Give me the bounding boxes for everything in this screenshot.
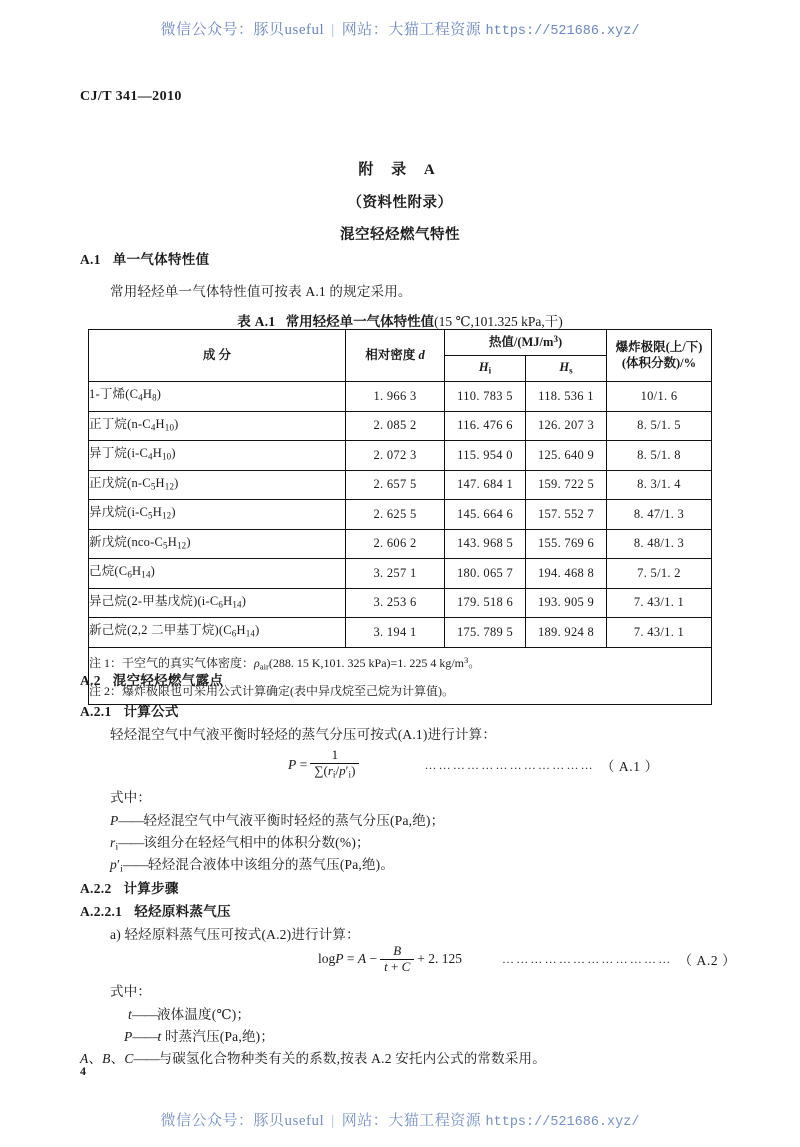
cell-hs: 194. 468 8 [526,559,607,589]
cell-component: 新戊烷$(nco-C_5H_{12})$ [89,529,346,559]
equation-a1-numerator: 1 [331,747,339,763]
watermark-site-label: 网站： [341,22,389,38]
cell-component: 异戊烷$(i-C_5H_{12})$ [89,500,346,530]
header-explosion-limit [607,330,712,382]
section-number-a22: A.2.2 [80,881,112,896]
definition-text: 该组分在轻烃气相中的体积分数(%)； [143,835,370,850]
cell-limit: 10/1. 6 [607,382,712,412]
watermark-bottom [0,1109,800,1130]
equation-a1-fraction [310,748,359,781]
table-note-2: 注 2：爆炸极限也可采用公式计算确定(表中异戊烷至己烷为计算值)。 [89,683,454,698]
definition-dash: —— [131,1007,157,1022]
cell-limit: 7. 43/1. 1 [607,588,712,618]
where-label-2: 式中： [110,984,152,999]
equation-a1-body [288,748,362,781]
annex-name: 混空轻烃燃气特性 [340,227,460,243]
equation-a2-denominator: t + C [380,959,414,975]
table-row [89,588,712,618]
section-title-a221: 轻烃原料蒸气压 [134,904,231,919]
equation-a2-numerator: B [393,942,402,958]
table-row [89,411,712,441]
watermark-url: https://521686.xyz/ [485,24,640,39]
watermark-wechat-value: 豚贝useful [253,1113,325,1129]
equation-a1-dots: ……………………………… [424,757,595,772]
watermark-wechat-value: 豚贝useful [253,22,325,38]
standard-number: CJ/T 341—2010 [80,89,182,104]
cell-hs: 118. 536 1 [526,382,607,412]
definition-text: 与碳氢化合物种类有关的系数,按表 A.2 安托内公式的常数采用。 [158,1051,546,1066]
table-row [89,618,712,648]
table-row [89,500,712,530]
cell-hi: 180. 065 7 [445,559,526,589]
cell-hs: 125. 640 9 [526,441,607,471]
definition-dash: —— [118,835,144,850]
cell-hi: 147. 684 1 [445,470,526,500]
cell-hs: 157. 552 7 [526,500,607,530]
annex-subtitle: （资料性附录） [347,195,453,211]
section-number-a221: A.2.2.1 [80,904,123,919]
table-row [89,529,712,559]
cell-density: 1. 966 3 [346,382,445,412]
cell-density: 2. 606 2 [346,529,445,559]
cell-hs: 155. 769 6 [526,529,607,559]
annex-title: 附 录 A [358,162,442,178]
cell-component: 异己烷(2-甲基戊烷)$(i-C_6H_{14})$ [89,588,346,618]
cell-component: 正戊烷$(n-C_5H_{12})$ [89,470,346,500]
table-header-row-1 [89,330,712,356]
cell-hi: 115. 954 0 [445,441,526,471]
definition-P-a2: P——t 时蒸汽压(Pa,绝)； [124,1029,275,1044]
definition-dash: —— [118,813,144,828]
cell-limit: 8. 3/1. 4 [607,470,712,500]
watermark-top [0,18,800,39]
definition-text: 轻烃混空气中气液平衡时轻烃的蒸气分压(Pa,绝)； [143,813,445,828]
table-a1-wrapper [88,329,712,705]
equation-a1-row [80,748,720,782]
where-label-1: 式中： [110,790,152,805]
cell-hs: 126. 207 3 [526,411,607,441]
cell-hs: 159. 722 5 [526,470,607,500]
section-title-a22: 计算步骤 [123,881,179,896]
cell-hs: 193. 905 9 [526,588,607,618]
table-head [89,330,712,382]
watermark-site-value: 大猫工程资源 [388,1113,482,1129]
equation-a1-denominator: $\sum(r_i/p'_i)$ [310,763,359,781]
table-row [89,559,712,589]
definition-ri-a1: $r_i——$该组分在轻烃气相中的体积分数(%)； [110,835,370,853]
watermark-site-label: 网站： [341,1113,389,1129]
cell-hi: 116. 476 6 [445,411,526,441]
section-heading-a21 [80,700,179,720]
header-explosion-limit-line2: (体积分数)/% [621,355,697,370]
watermark-wechat-label: 微信公众号： [160,1113,254,1129]
watermark-url: https://521686.xyz/ [485,1115,640,1130]
cell-limit: 7. 5/1. 2 [607,559,712,589]
equation-a1-label: （ A.1 ） [600,759,659,774]
definition-dash: —— [133,1051,159,1066]
annex-heading-block [0,158,800,244]
section-heading-a221 [80,900,231,920]
table-caption-label: 表 A.1 [237,314,276,329]
table-row [89,441,712,471]
table-caption-title: 常用轻烃单一气体特性值 [285,314,435,329]
header-component: 成 分 [89,330,346,382]
section-number-a1: A.1 [80,252,101,267]
cell-density: 2. 657 5 [346,470,445,500]
section-number-a21: A.2.1 [80,704,112,719]
equation-a1-lhs: P = [288,756,308,772]
equation-a2-lhs: logP = A − [318,951,378,966]
table-note-1: 注 1：干空气的真实气体密度：$\rho_{air}(288$. 15 K,101. 325 kPa)=1. 225 4 $kg/m^3$。 [89,654,481,671]
paragraph-a21: 轻烃混空气中气液平衡时轻烃的蒸气分压可按式(A.1)进行计算： [110,727,497,742]
definition-dash: —— [132,1029,158,1044]
section-number-a2: A.2 [80,673,101,688]
cell-hi: 175. 789 5 [445,618,526,648]
table-body [89,382,712,705]
cell-limit: 8. 48/1. 3 [607,529,712,559]
cell-hi: 143. 968 5 [445,529,526,559]
cell-density: 2. 085 2 [346,411,445,441]
watermark-separator: | [331,22,335,38]
cell-hi: 110. 783 5 [445,382,526,412]
cell-density: 3. 253 6 [346,588,445,618]
definition-text: 液体温度(℃)； [156,1007,251,1022]
equation-a2-tail: + 2. 125 [417,951,463,966]
cell-density: 3. 194 1 [346,618,445,648]
table-row [89,470,712,500]
equation-a2-fraction [380,944,414,975]
definition-text: t 时蒸汽压(Pa,绝)； [157,1029,275,1044]
equation-a2-dots: ……………………………… [502,951,673,966]
cell-limit: 8. 47/1. 3 [607,500,712,530]
watermark-wechat-label: 微信公众号： [160,22,254,38]
watermark-site-value: 大猫工程资源 [388,22,482,38]
list-item-a: a) 轻烃原料蒸气压可按式(A.2)进行计算： [110,927,360,942]
definition-dash: —— [123,857,149,872]
section-title-a21: 计算公式 [123,704,179,719]
header-heat-value: 热值$/(MJ/m^3)$ [445,330,607,356]
header-density: 相对密度 d [346,330,445,382]
table-caption [0,310,800,330]
cell-component: 1-丁烯$(C_4H_8)$ [89,382,346,412]
section-title-a2: 混空轻烃燃气露点 [112,673,224,688]
table-caption-condition: (15 ℃,101.325 kPa,干) [434,314,563,329]
table-a1 [88,329,712,705]
cell-limit: 7. 43/1. 1 [607,618,712,648]
equation-a2-label: （ A.2 ） [678,953,737,968]
equation-a2-row [80,942,737,976]
header-hi: $H_i$ [445,356,526,382]
section-heading-a22 [80,877,179,897]
cell-limit: 8. 5/1. 5 [607,411,712,441]
paragraph-a1: 常用轻烃单一气体特性值可按表 A.1 的规定采用。 [110,284,412,299]
page-number: 4 [80,1064,86,1078]
cell-density: 3. 257 1 [346,559,445,589]
cell-hi: 145. 664 6 [445,500,526,530]
cell-hs: 189. 924 8 [526,618,607,648]
watermark-separator: | [331,1113,335,1129]
cell-component: 新己烷(2,2 二甲基丁烷)$(C_6H_{14})$ [89,618,346,648]
header-hs: $H_s$ [526,356,607,382]
cell-density: 2. 625 5 [346,500,445,530]
cell-density: 2. 072 3 [346,441,445,471]
section-heading-a2 [80,669,223,689]
table-row [89,382,712,412]
header-explosion-limit-line1: 爆炸极限(上/下) [615,339,703,354]
equation-a2-body [318,944,462,975]
definition-ABC-a2: A、B、C——与碳氢化合物种类有关的系数,按表 A.2 安托内公式的常数采用。 [80,1051,546,1066]
cell-hi: 179. 518 6 [445,588,526,618]
section-title-a1: 单一气体特性值 [112,252,210,267]
section-heading-a1 [80,248,209,268]
definition-text: 轻烃混合液体中该组分的蒸气压(Pa,绝)。 [148,857,395,872]
cell-component: 异丁烷$(i-C_4H_{10})$ [89,441,346,471]
cell-component: 正丁烷$(n-C_4H_{10})$ [89,411,346,441]
definition-t-a2: t——液体温度(℃)； [128,1007,251,1022]
cell-component: 己烷$(C_6H_{14})$ [89,559,346,589]
cell-limit: 8. 5/1. 8 [607,441,712,471]
definition-pi-a1: $p'_i——$轻烃混合液体中该组分的蒸气压(Pa,绝)。 [110,857,395,875]
definition-P-a1: P——轻烃混空气中气液平衡时轻烃的蒸气分压(Pa,绝)； [110,813,445,828]
